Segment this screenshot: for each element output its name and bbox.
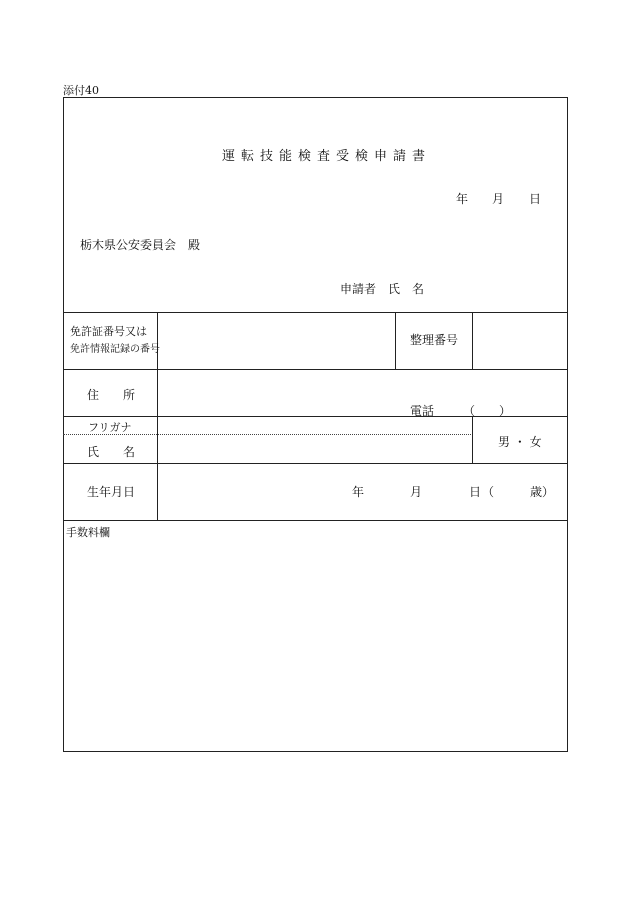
- rule-name-bottom: [63, 463, 568, 464]
- rule-gender-divider: [472, 416, 473, 463]
- phone-label: 電話: [410, 404, 435, 418]
- applicant-name-label: 申請者 氏 名: [340, 282, 425, 296]
- date-month: 月: [492, 192, 505, 206]
- attachment-label: 添付40: [63, 84, 99, 97]
- reference-number-label: 整理番号: [410, 333, 459, 347]
- address-field[interactable]: [162, 372, 402, 412]
- birth-date-label: 生年月日: [87, 485, 136, 499]
- birth-day-unit: 日: [469, 485, 482, 499]
- reference-number-field[interactable]: [476, 314, 564, 367]
- name-field[interactable]: [162, 437, 468, 461]
- birth-year-unit: 年: [352, 485, 365, 499]
- address-label: 住 所: [87, 388, 136, 402]
- rule-license-right: [395, 312, 396, 369]
- rule-license-bottom: [63, 369, 568, 370]
- age-field[interactable]: （ 歳）: [482, 485, 555, 499]
- date-year: 年: [456, 192, 469, 206]
- birth-month-unit: 月: [410, 485, 423, 499]
- rule-dob-bottom: [63, 520, 568, 521]
- phone-parentheses: （ ）: [463, 404, 512, 418]
- license-number-field[interactable]: [162, 314, 392, 367]
- rule-ref-divider: [472, 312, 473, 369]
- name-label: 氏 名: [87, 445, 136, 459]
- gender-selection[interactable]: 男 ・ 女: [498, 435, 542, 449]
- rule-header-bottom: [63, 312, 568, 313]
- form-title: 運転技能検査受検申請書: [222, 149, 432, 164]
- license-number-label-line2: 免許情報記録の番号: [70, 344, 160, 355]
- addressee: 栃木県公安委員会 殿: [80, 238, 201, 252]
- furigana-field[interactable]: [162, 418, 468, 433]
- license-number-label-line1: 免許証番号又は: [70, 325, 147, 338]
- furigana-label: フリガナ: [88, 421, 132, 434]
- date-day: 日: [529, 192, 542, 206]
- fee-section-label: 手数料欄: [66, 526, 110, 539]
